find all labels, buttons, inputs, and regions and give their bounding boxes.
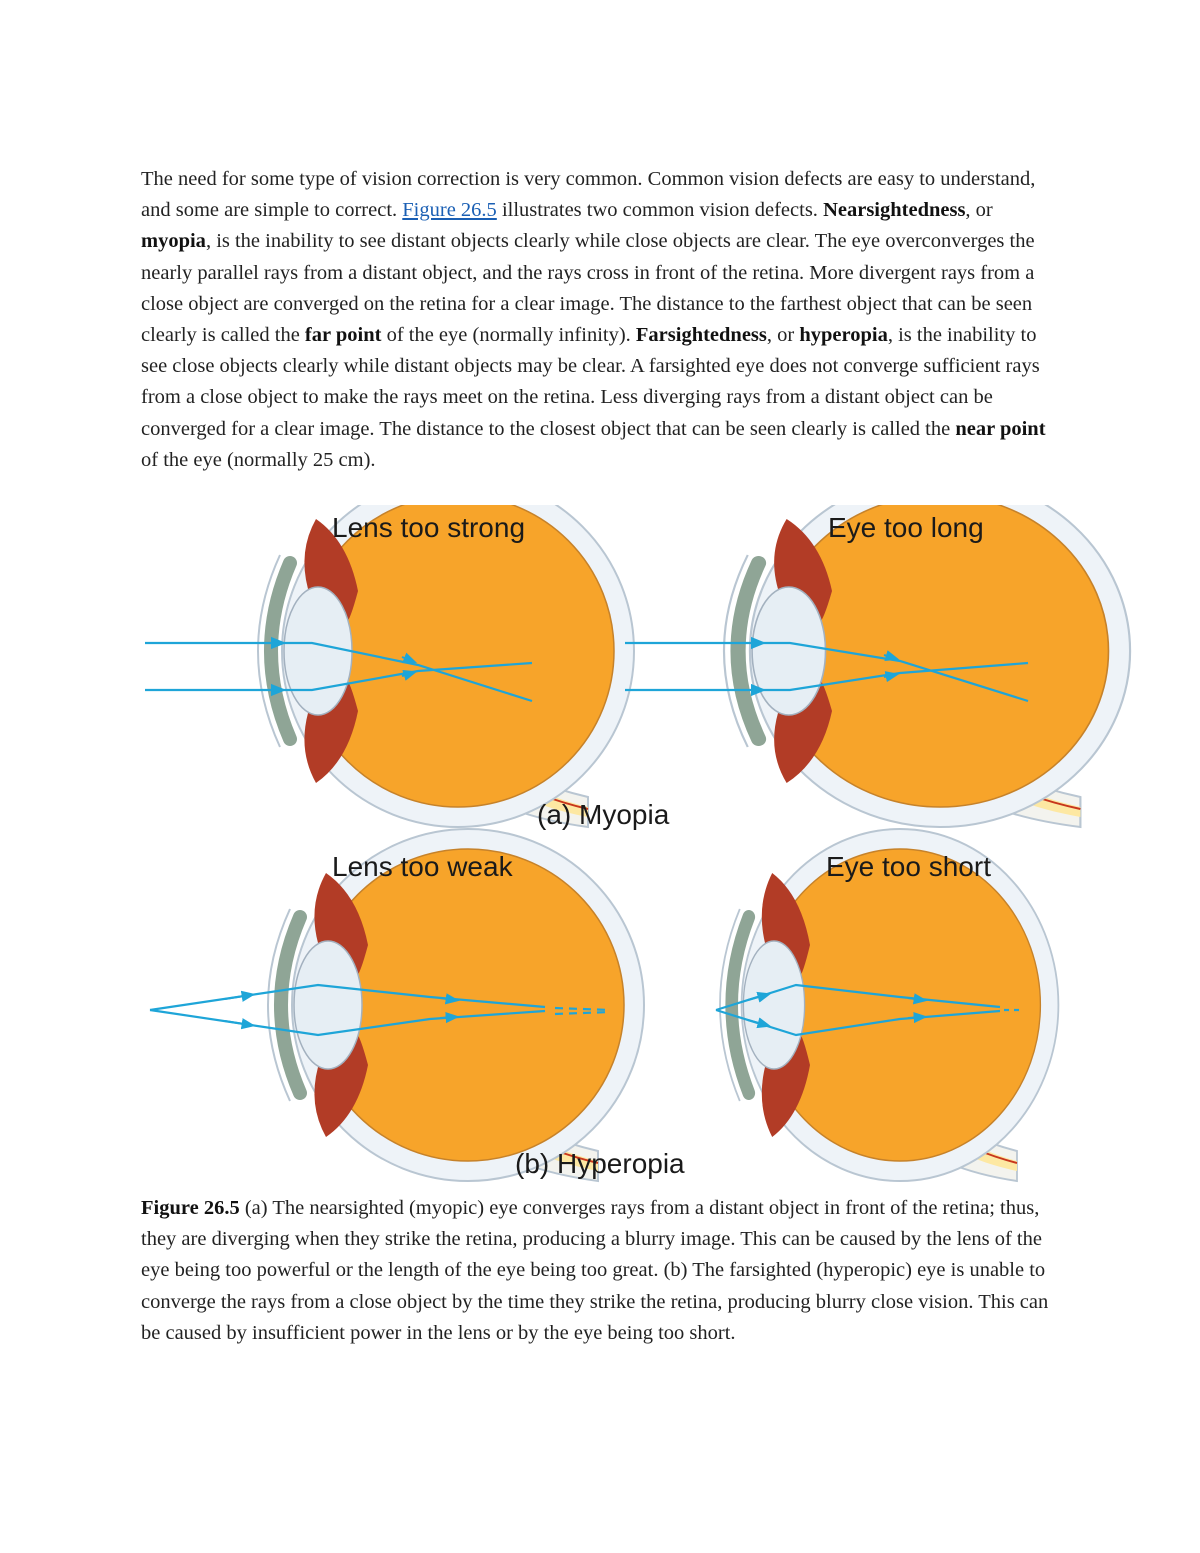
- intro-text: of the eye (normally 25 cm).: [141, 448, 376, 471]
- figure-link[interactable]: Figure 26.5: [402, 199, 497, 222]
- label-eye-too-short: Eye too short: [826, 851, 991, 882]
- vision-defects-figure: [0, 505, 1200, 1195]
- figure-caption: [141, 1193, 1066, 1349]
- eye-diagrams: [0, 505, 1200, 1195]
- label-lens-too-weak: Lens too weak: [332, 851, 513, 882]
- term-myopia: myopia: [141, 230, 206, 253]
- term-hyperopia: hyperopia: [799, 324, 888, 347]
- intro-text: of the eye (normally infinity).: [381, 324, 636, 347]
- intro-paragraph: [141, 164, 1066, 476]
- caption-figure-number: Figure 26.5: [141, 1197, 240, 1219]
- term-farsightedness: Farsightedness: [635, 324, 767, 347]
- term-near-point: near point: [955, 417, 1046, 440]
- label-lens-too-strong: Lens too strong: [332, 512, 526, 543]
- intro-text: , or: [965, 199, 993, 222]
- label-hyperopia: (b) Hyperopia: [515, 1148, 685, 1179]
- label-myopia: (a) Myopia: [537, 799, 670, 830]
- caption-text: (a) The nearsighted (myopic) eye converges rays from a distant object in front of the retina; thus, they are diverging when they strike the retina, producing a blurry image. This can be caused by the lens of the eye being too powerful or the length of the eye being too great. (b) The farsighted (hyperopic) eye is unable to converge the rays from a close object by the time they strike the retina, producing blurry close vision. This can be caused by insufficient power in the lens or by the eye being too short.: [141, 1197, 1049, 1344]
- intro-text: , is the inability to see distant objects clearly while close objects are clear. The eye overconverges the nearly parallel rays from a distant object, and the rays cross in front of the retina. More divergent rays from a close object are converged on the retina for a clear image. The distance to the farthest object that can be seen clearly is called the: [141, 230, 1035, 347]
- label-eye-too-long: Eye too long: [828, 512, 984, 543]
- eye-diagram-eye-too-long: [625, 505, 1130, 827]
- intro-text: The need for some type of vision correction is very common. Common vision defects are easy to understand, and some are simple to correct.: [141, 168, 1036, 222]
- term-far-point: far point: [304, 324, 382, 347]
- intro-text: , is the inability to see close objects clearly while distant objects may be clear. A farsighted eye does not converge sufficient rays from a close object to make the rays meet on the retina. Less diverging rays from a distant object can be converged for a clear image. The distance to the closest object that can be seen clearly is called the: [141, 324, 1040, 440]
- term-nearsightedness: Nearsightedness: [823, 199, 966, 222]
- eye-diagram-lens-too-strong: [145, 505, 634, 827]
- intro-text: , or: [766, 324, 800, 347]
- intro-text: illustrates two common vision defects.: [496, 199, 824, 222]
